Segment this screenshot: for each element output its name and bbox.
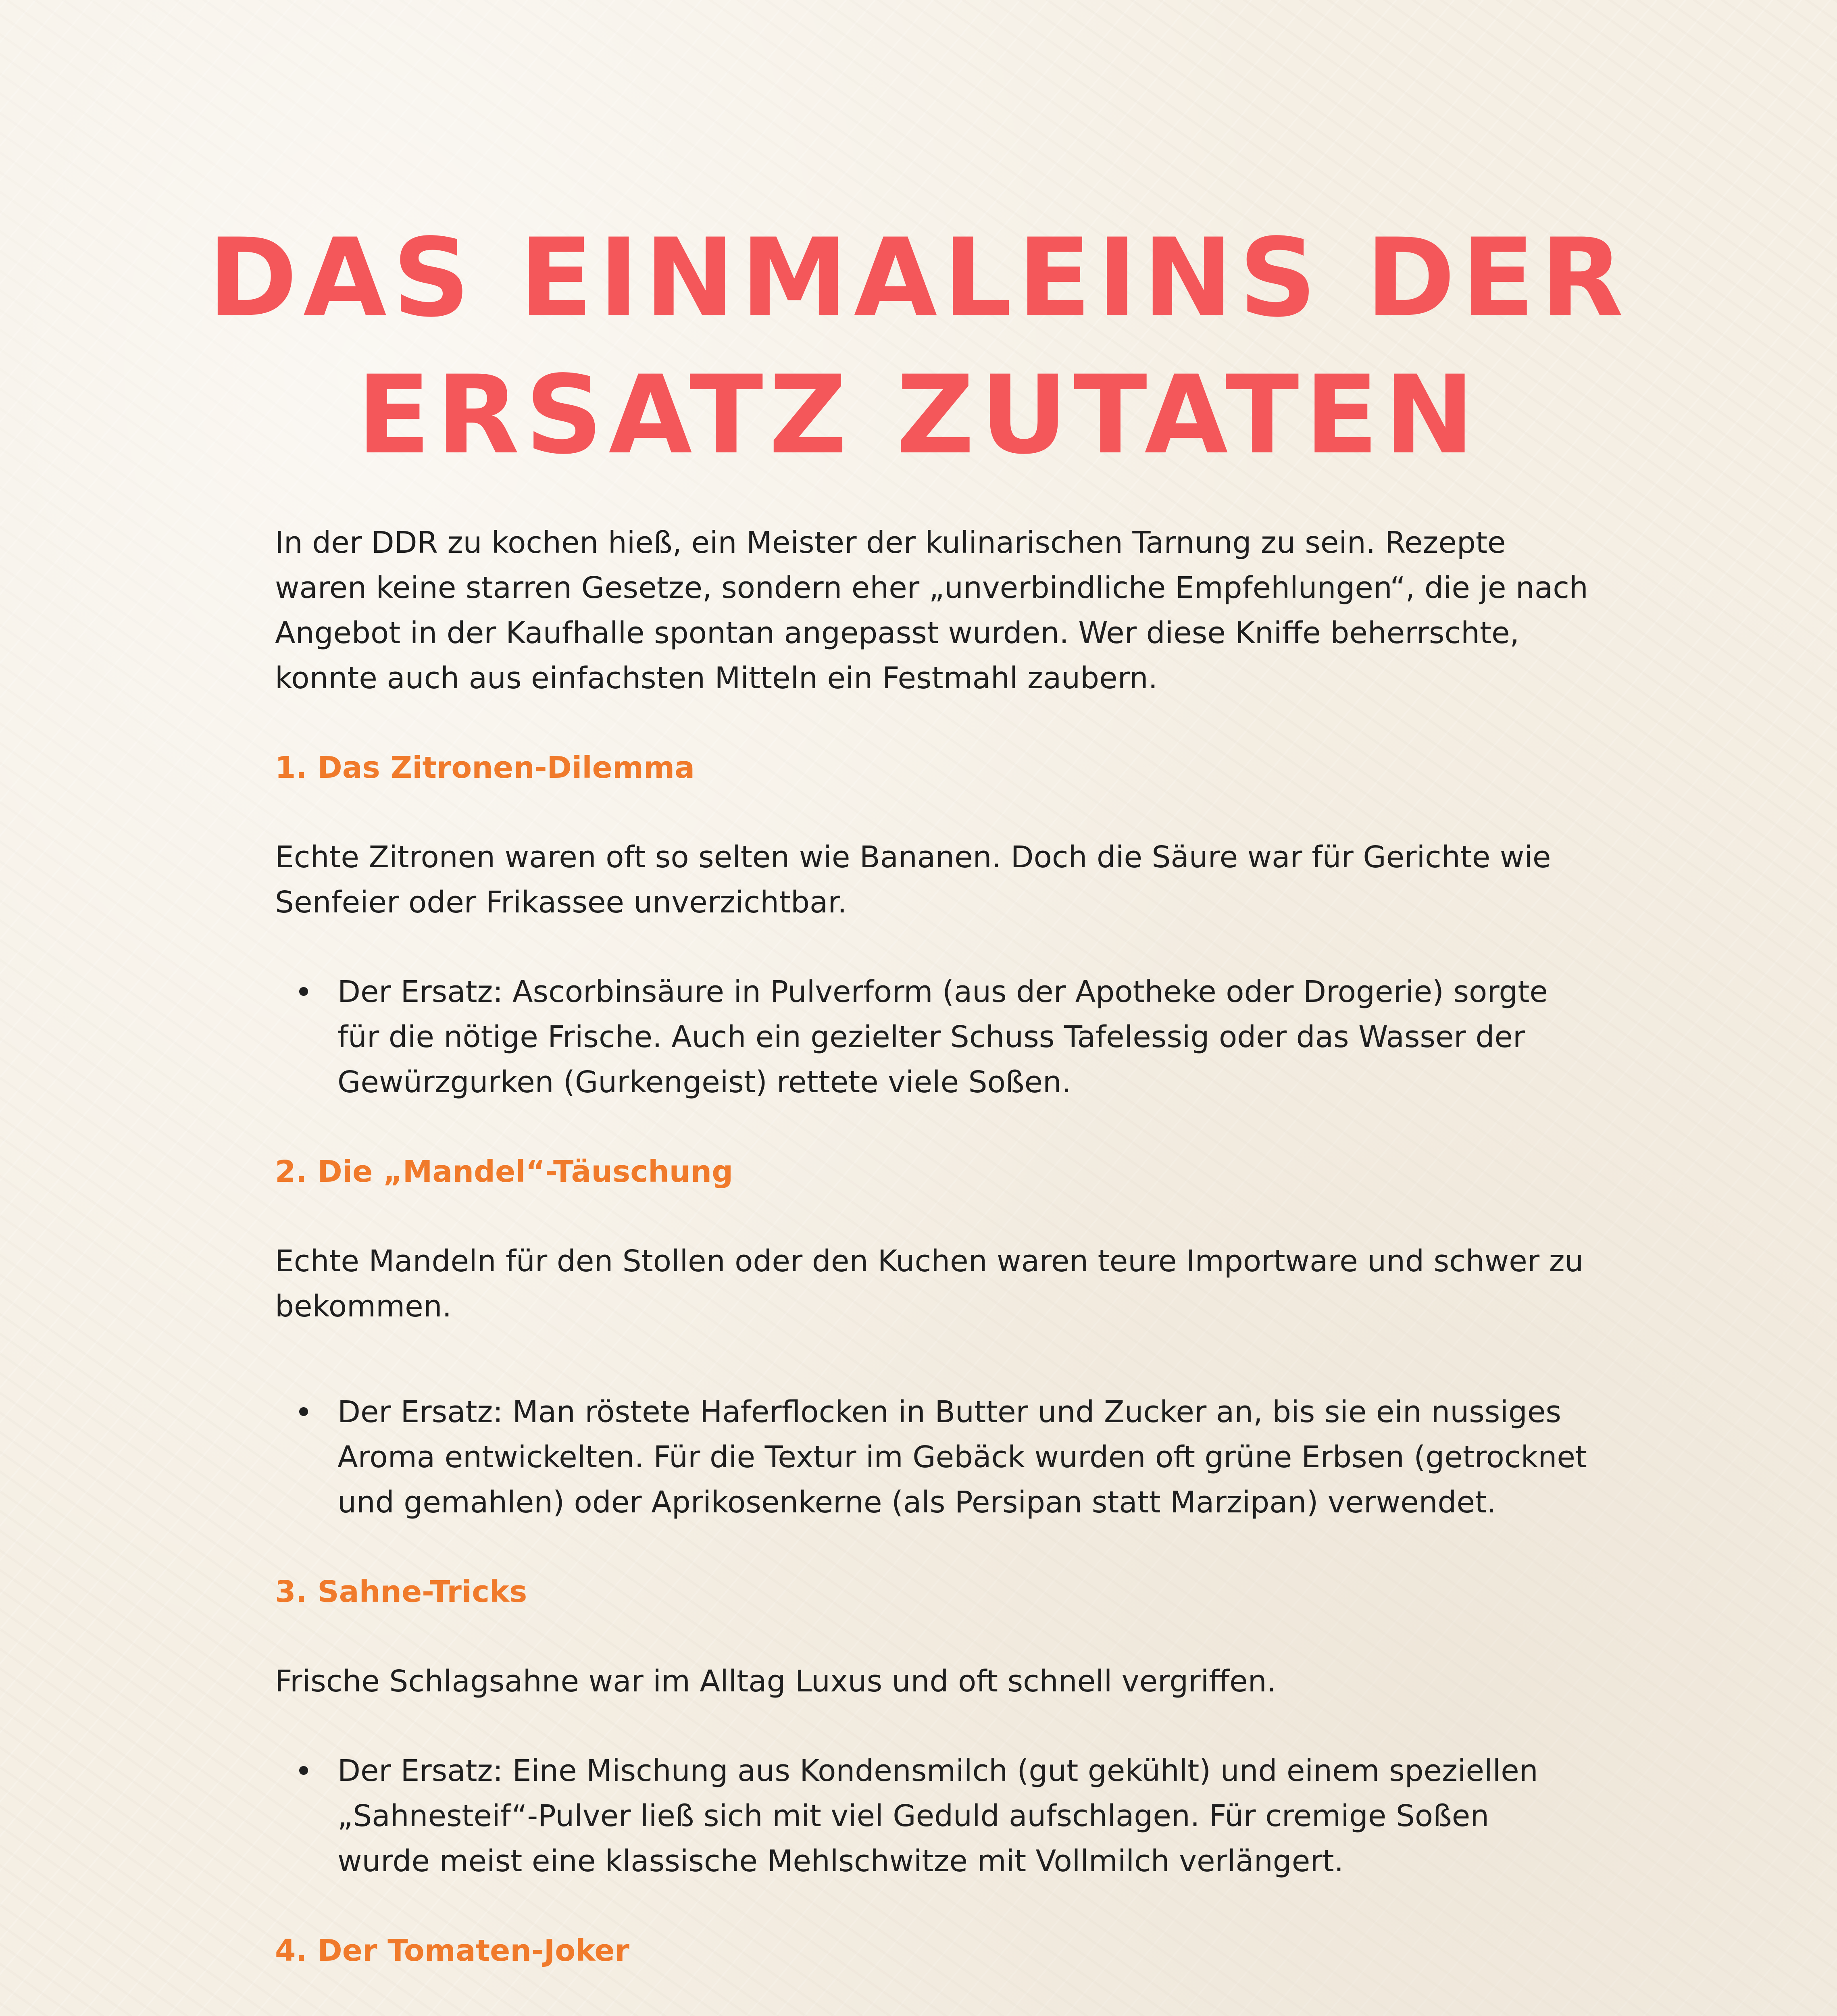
bullet-list — [275, 969, 1589, 1105]
list-item — [275, 969, 1589, 1105]
section-heading: 3. Sahne-Tricks — [275, 1574, 527, 1609]
section-sahne — [275, 1569, 1589, 1884]
title-line-1: DAS EINMALEINS DER — [208, 215, 1629, 341]
bullet-text: Der Ersatz: Ascorbinsäure in Pulverform (aus der Apotheke oder Drogerie) sorgte für die nötige Frische. Auch ein gezielter Schuss Tafelessig oder das Wasser der Gewürzgurken (Gurkengeist) rettete viele Soßen. — [337, 975, 1548, 1100]
bullet-list — [275, 1389, 1589, 1525]
section-tomaten — [275, 1928, 1589, 2016]
list-item — [275, 1748, 1589, 1884]
section-heading: 1. Das Zitronen-Dilemma — [275, 750, 695, 785]
intro-paragraph: In der DDR zu kochen hieß, ein Meister der kulinarischen Tarnung zu sein. Rezepte waren keine starren Gesetze, sondern eher „unverbindliche Empfehlungen“, die je nach Angebot in der Kaufhalle spontan angepasst wurden. Wer diese Kniffe beherrschte, konnte auch aus einfachsten Mitteln ein Festmahl zaubern. — [275, 525, 1588, 696]
bullet-icon — [299, 987, 308, 996]
bullet-text: Der Ersatz: Eine Mischung aus Kondensmilch (gut gekühlt) und einem speziellen „Sahnesteif“-Pulver ließ sich mit viel Geduld aufschlagen. Für cremige Soßen wurde meist eine klassische Mehlschwitze mit Vollmilch verlängert. — [337, 1754, 1538, 1879]
section-zitronen — [275, 745, 1589, 1105]
bullet-text: Der Ersatz: Man röstete Haferflocken in Butter und Zucker an, bis sie ein nussiges Aroma entwickelten. Für die Textur im Gebäck wurden oft grüne Erbsen (getrocknet und gemahlen) oder Aprikosenkerne (als Persipan statt Marzipan) verwendet. — [337, 1395, 1587, 1520]
section-mandel — [275, 1149, 1589, 1525]
section-paragraph: Frische Schlagsahne war im Alltag Luxus und oft schnell vergriffen. — [275, 1664, 1277, 1699]
bullet-icon — [299, 1407, 308, 1416]
article-body — [275, 520, 1589, 2016]
list-item — [275, 1389, 1589, 1525]
bullet-icon — [299, 1766, 308, 1775]
title-line-2: ERSATZ ZUTATEN — [356, 352, 1481, 478]
section-paragraph: Echte Mandeln für den Stollen oder den Kuchen waren teure Importware und schwer zu bekommen. — [275, 1244, 1584, 1324]
section-heading: 2. Die „Mandel“-Täuschung — [275, 1154, 733, 1189]
page-title — [0, 210, 1837, 484]
section-heading: 4. Der Tomaten-Joker — [275, 1933, 630, 1968]
section-paragraph: Echte Zitronen waren oft so selten wie Bananen. Doch die Säure war für Gerichte wie Senfeier oder Frikassee unverzichtbar. — [275, 840, 1551, 920]
bullet-list — [275, 1748, 1589, 1884]
